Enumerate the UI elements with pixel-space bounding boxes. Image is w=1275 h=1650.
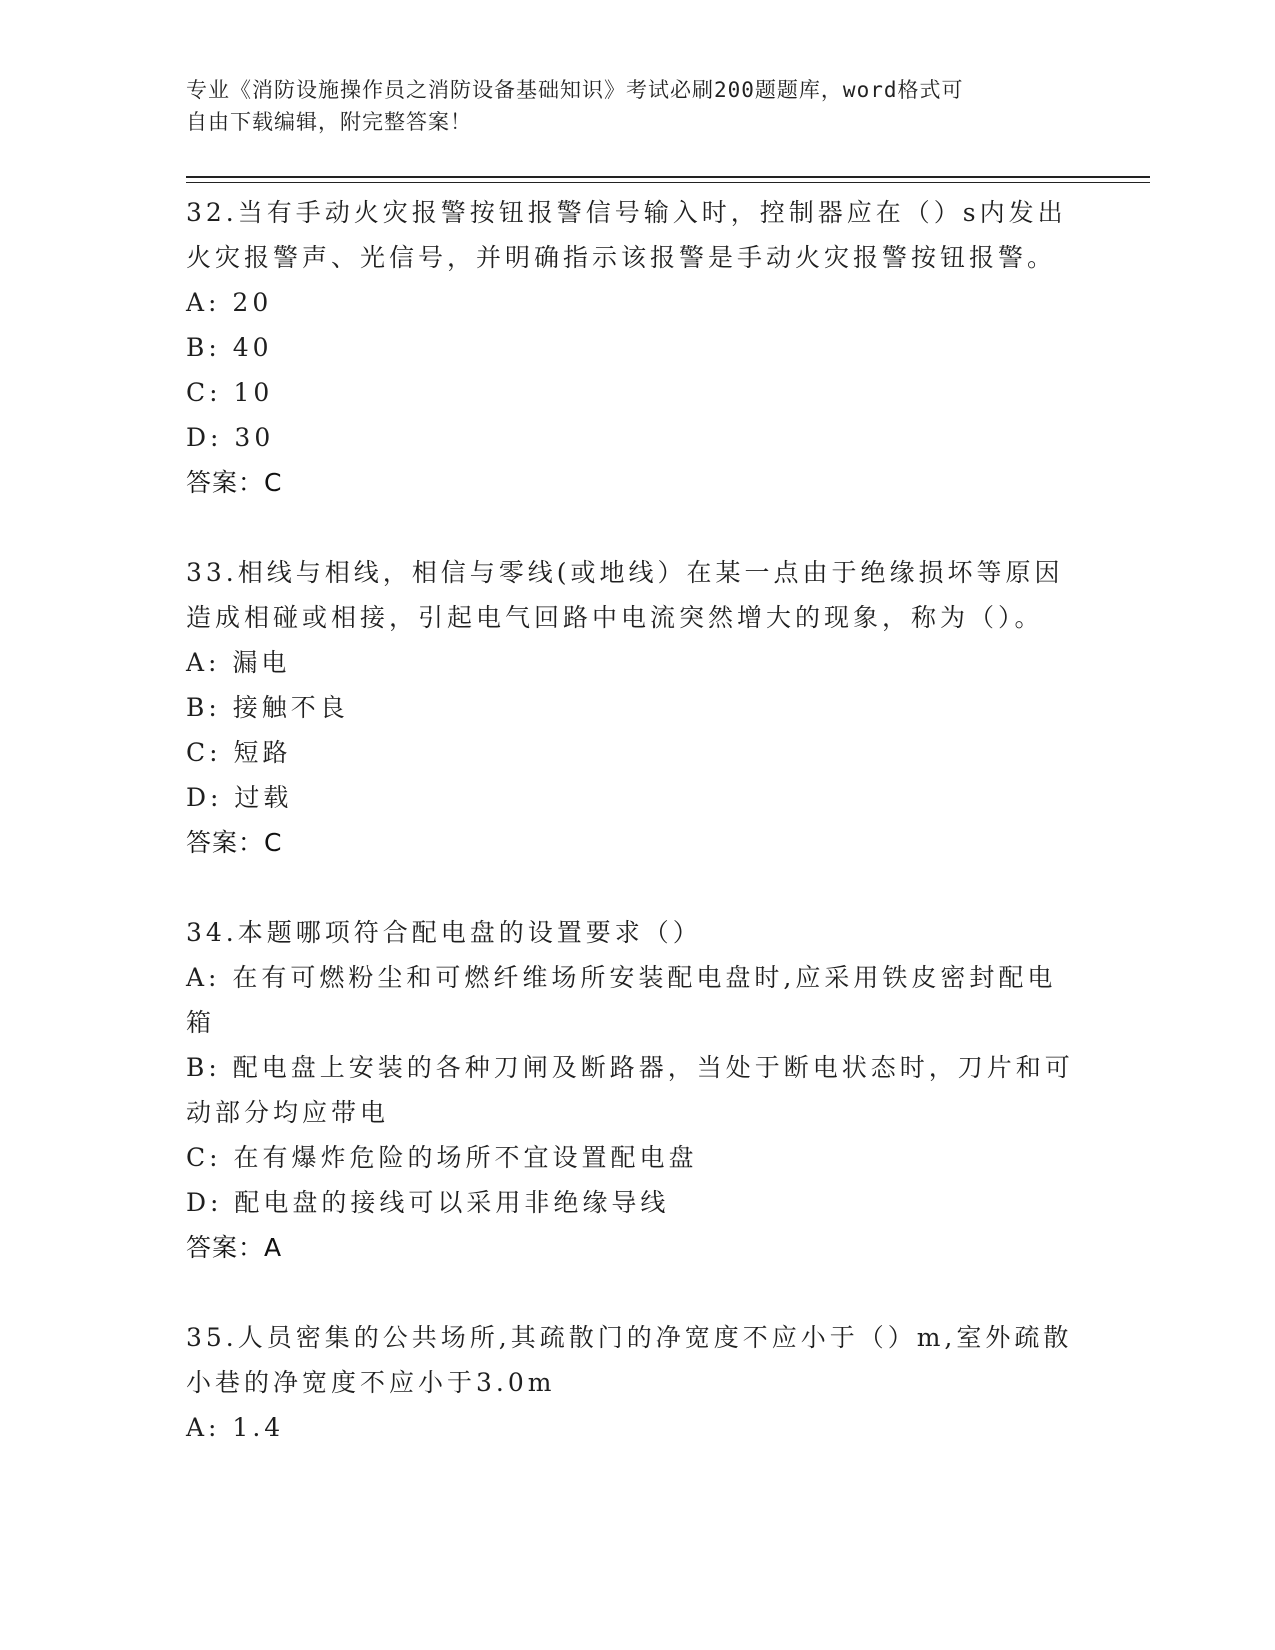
option-d: D: 30 [186, 423, 275, 452]
question-34 [186, 910, 1076, 1270]
answer-label: 答案：C [186, 468, 283, 497]
question-33 [186, 550, 1076, 865]
answer-label: 答案：A [186, 1233, 283, 1262]
question-text: 32.当有手动火灾报警按钮报警信号输入时，控制器应在（）s内发出火灾报警声、光信号，并明确指示该报警是手动火灾报警按钮报警。 [186, 198, 1067, 272]
option-d: D: 过载 [186, 783, 293, 812]
option-b: B: 配电盘上安装的各种刀闸及断路器，当处于断电状态时，刀片和可动部分均应带电 [186, 1053, 1074, 1127]
option-a: A: 20 [186, 288, 273, 317]
option-d: D: 配电盘的接线可以采用非绝缘导线 [186, 1188, 670, 1217]
option-a: A: 漏电 [186, 648, 291, 677]
question-text: 35.人员密集的公共场所,其疏散门的净宽度不应小于（）m,室外疏散小巷的净宽度不应小于3.0m [186, 1323, 1073, 1397]
question-32 [186, 190, 1076, 505]
option-a: A: 1.4 [186, 1413, 285, 1442]
header-line-1: 专业《消防设施操作员之消防设备基础知识》考试必刷200题题库，word格式可 [186, 78, 964, 102]
document-header [186, 74, 1066, 138]
option-b: B: 40 [186, 333, 273, 362]
question-text: 33.相线与相线，相信与零线(或地线）在某一点由于绝缘损坏等原因造成相碰或相接，引起电气回路中电流突然增大的现象，称为（）。 [186, 558, 1064, 632]
option-a: A: 在有可燃粉尘和可燃纤维场所安装配电盘时,应采用铁皮密封配电箱 [186, 963, 1057, 1037]
question-35 [186, 1315, 1076, 1450]
option-b: B: 接触不良 [186, 693, 349, 722]
question-text: 34.本题哪项符合配电盘的设置要求（） [186, 918, 702, 947]
option-c: C: 在有爆炸危险的场所不宜设置配电盘 [186, 1143, 698, 1172]
option-c: C: 短路 [186, 738, 292, 767]
option-c: C: 10 [186, 378, 274, 407]
header-divider-thin [186, 182, 1150, 183]
answer-label: 答案：C [186, 828, 283, 857]
header-line-2: 自由下载编辑，附完整答案！ [186, 110, 472, 134]
question-list [186, 190, 1076, 1495]
header-divider-thick [186, 176, 1150, 178]
